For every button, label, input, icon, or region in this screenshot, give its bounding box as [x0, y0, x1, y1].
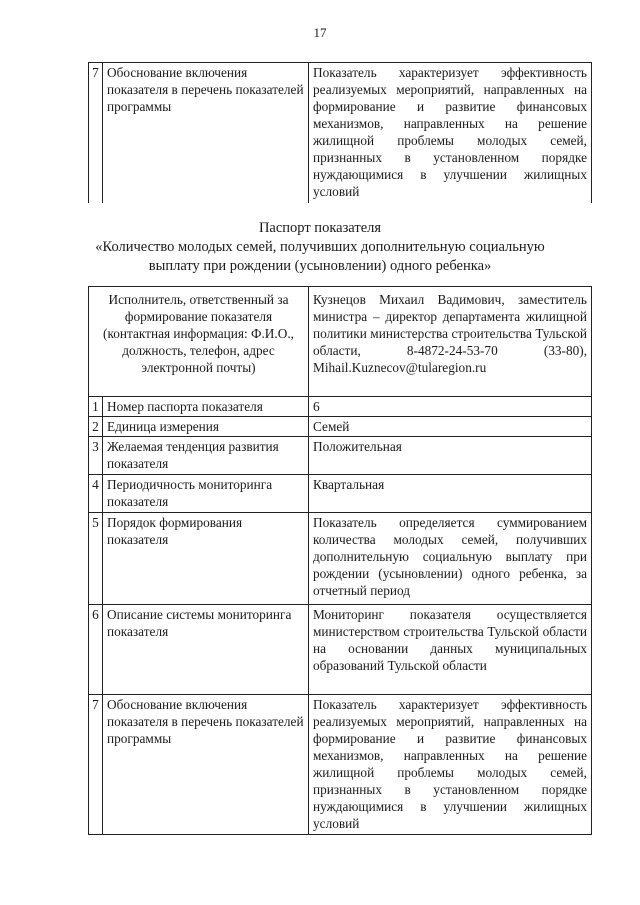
table-row: [89, 287, 592, 397]
table-row: [89, 605, 592, 695]
row-number: 7: [89, 695, 103, 835]
row-number: 4: [89, 475, 103, 513]
row-label: Единица измерения: [103, 417, 309, 437]
row-label: Периодичность мониторинга показателя: [103, 475, 309, 513]
row-number: 6: [89, 605, 103, 695]
table-row: [89, 397, 592, 417]
executor-label: Исполнитель, ответственный за формирование показателя (контактная информация: Ф.И.О., должность, телефон, адрес электронной почты): [89, 287, 309, 397]
table-row: [89, 513, 592, 605]
row-number: 1: [89, 397, 103, 417]
row-label: Порядок формирования показателя: [103, 513, 309, 605]
row-number: 7: [89, 63, 103, 203]
row-number: 2: [89, 417, 103, 437]
table-row: [89, 695, 592, 835]
row-label: Обоснование включения показателя в перечень показателей программы: [103, 695, 309, 835]
row-number: 3: [89, 437, 103, 475]
passport-title-line: «Количество молодых семей, получивших дополнительную социальную: [95, 239, 545, 255]
passport-table: [88, 286, 592, 835]
row-value: 6: [309, 397, 592, 417]
row-value: Квартальная: [309, 475, 592, 513]
row-value: Показатель определяется суммированием количества молодых семей, получивших дополнительную социальную выплату при рождении (усыновлении) одного ребенка, за отчетный период: [309, 513, 592, 605]
table-row: [89, 63, 592, 203]
passport-title-line: Паспорт показателя: [258, 220, 382, 236]
table-row: [89, 437, 592, 475]
row-value: Положительная: [309, 437, 592, 475]
row-value: Показатель характеризует эффективность реализуемых мероприятий, направленных на формирование и развитие финансовых механизмов, направленных на решение жилищной проблемы молодых семей, признанных в установленном порядке нуждающимися в улучшении жилищных условий: [309, 63, 592, 203]
row-value: Показатель характеризует эффективность реализуемых мероприятий, направленных на формирование и развитие финансовых механизмов, направленных на решение жилищной проблемы молодых семей, признанных в установленном порядке нуждающимися в улучшении жилищных условий: [309, 695, 592, 835]
table-row: [89, 417, 592, 437]
row-label: Описание системы мониторинга показателя: [103, 605, 309, 695]
row-label: Желаемая тенденция развития показателя: [103, 437, 309, 475]
passport-title: [0, 219, 640, 276]
page-number: 17: [313, 25, 327, 40]
row-number: 5: [89, 513, 103, 605]
row-value: Семей: [309, 417, 592, 437]
row-label: Номер паспорта показателя: [103, 397, 309, 417]
executor-value: Кузнецов Михаил Вадимович, заместитель министра – директор департамента жилищной политики министерства строительства Тульской области, 8-4872-24-53-70 (33-80), Mihail.Kuznecov@tularegion.ru: [309, 287, 592, 397]
passport-title-line: выплату при рождении (усыновлении) одного ребенка»: [148, 258, 492, 274]
row-label: Обоснование включения показателя в перечень показателей программы: [103, 63, 309, 203]
table-row: [89, 475, 592, 513]
continuation-table: [88, 62, 592, 203]
row-value: Мониторинг показателя осуществляется министерством строительства Тульской области на основании данных муниципальных образований Тульской области: [309, 605, 592, 695]
